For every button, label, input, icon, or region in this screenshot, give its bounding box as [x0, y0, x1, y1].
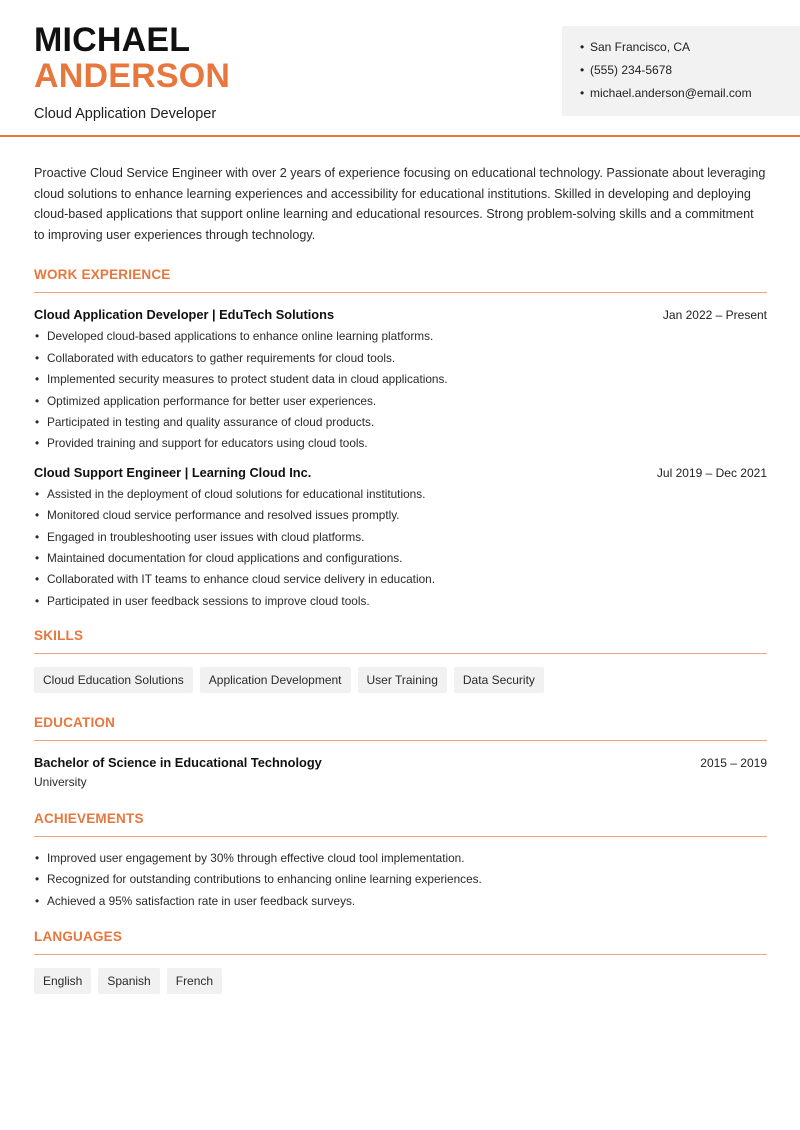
- section-title-languages: LANGUAGES: [34, 929, 767, 955]
- job-entry: [34, 307, 767, 456]
- section-title-skills: SKILLS: [34, 628, 767, 654]
- list-item: • Participated in testing and quality assurance of cloud products.: [34, 414, 767, 435]
- name-block: [34, 22, 230, 122]
- list-item: • Provided training and support for educators using cloud tools.: [34, 435, 767, 456]
- job-dates: Jul 2019 – Dec 2021: [656, 465, 767, 480]
- contact-email[interactable]: • michael.anderson@email.com: [580, 85, 800, 108]
- job-entry: [34, 465, 767, 614]
- summary-text: Proactive Cloud Service Engineer with over 2 years of experience focusing on educational technology. Passionate about leveraging cloud solutions to enhance learning experiences and accessibility for educational institutions. Skilled in developing and deploying cloud-based applications that support online learning and educational resources. Strong problem-solving skills and a commitment to improving user experiences through technology.: [34, 166, 766, 242]
- list-item: • Engaged in troubleshooting user issues with cloud platforms.: [34, 529, 767, 550]
- skill-chip: Application Development: [200, 667, 351, 693]
- language-chip: English: [34, 968, 91, 994]
- skill-chip: Cloud Education Solutions: [34, 667, 193, 693]
- last-name: ANDERSON: [34, 57, 231, 95]
- achievements-list: [34, 850, 767, 914]
- list-item: • Collaborated with educators to gather requirements for cloud tools.: [34, 350, 767, 371]
- resume-header: [0, 0, 800, 137]
- list-item: • Improved user engagement by 30% through effective cloud tool implementation.: [34, 850, 767, 871]
- skills-list: [34, 667, 767, 693]
- skill-chip: User Training: [358, 667, 447, 693]
- first-name: MICHAEL: [34, 21, 191, 59]
- job-dates: Jan 2022 – Present: [662, 308, 767, 323]
- job-header: [34, 465, 767, 480]
- list-item: • Monitored cloud service performance and resolved issues promptly.: [34, 507, 767, 528]
- languages-list: [34, 968, 767, 994]
- skill-chip: Data Security: [454, 667, 544, 693]
- list-item: • Maintained documentation for cloud applications and configurations.: [34, 550, 767, 571]
- list-item: • Assisted in the deployment of cloud solutions for educational institutions.: [34, 486, 767, 507]
- education-dates: 2015 – 2019: [700, 756, 767, 771]
- job-title: Cloud Application Developer: [34, 106, 217, 122]
- section-title-work: WORK EXPERIENCE: [34, 267, 767, 293]
- job-bullets: [34, 486, 767, 614]
- education-school: University: [34, 775, 87, 790]
- contact-phone: • (555) 234-5678: [580, 62, 800, 85]
- language-chip: French: [167, 968, 222, 994]
- education-degree: Bachelor of Science in Educational Technology: [34, 755, 322, 771]
- job-role: Cloud Support Engineer | Learning Cloud Inc.: [34, 464, 312, 480]
- resume-body: [34, 163, 767, 994]
- list-item: • Achieved a 95% satisfaction rate in user feedback surveys.: [34, 893, 767, 914]
- section-title-education: EDUCATION: [34, 715, 767, 741]
- list-item: • Implemented security measures to protect student data in cloud applications.: [34, 371, 767, 392]
- contact-location: • San Francisco, CA: [580, 39, 800, 62]
- list-item: • Optimized application performance for better user experiences.: [34, 393, 767, 414]
- job-bullets: [34, 328, 767, 456]
- education-header: [34, 755, 767, 770]
- job-header: [34, 307, 767, 322]
- list-item: • Developed cloud-based applications to enhance online learning platforms.: [34, 328, 767, 349]
- list-item: • Recognized for outstanding contributions to enhancing online learning experiences.: [34, 871, 767, 892]
- section-title-achievements: ACHIEVEMENTS: [34, 811, 767, 837]
- job-role: Cloud Application Developer | EduTech Solutions: [34, 307, 335, 323]
- education-entry: [34, 755, 767, 789]
- contact-box: [562, 26, 800, 116]
- list-item: • Participated in user feedback sessions to improve cloud tools.: [34, 593, 767, 614]
- list-item: • Collaborated with IT teams to enhance cloud service delivery in education.: [34, 571, 767, 592]
- language-chip: Spanish: [98, 968, 159, 994]
